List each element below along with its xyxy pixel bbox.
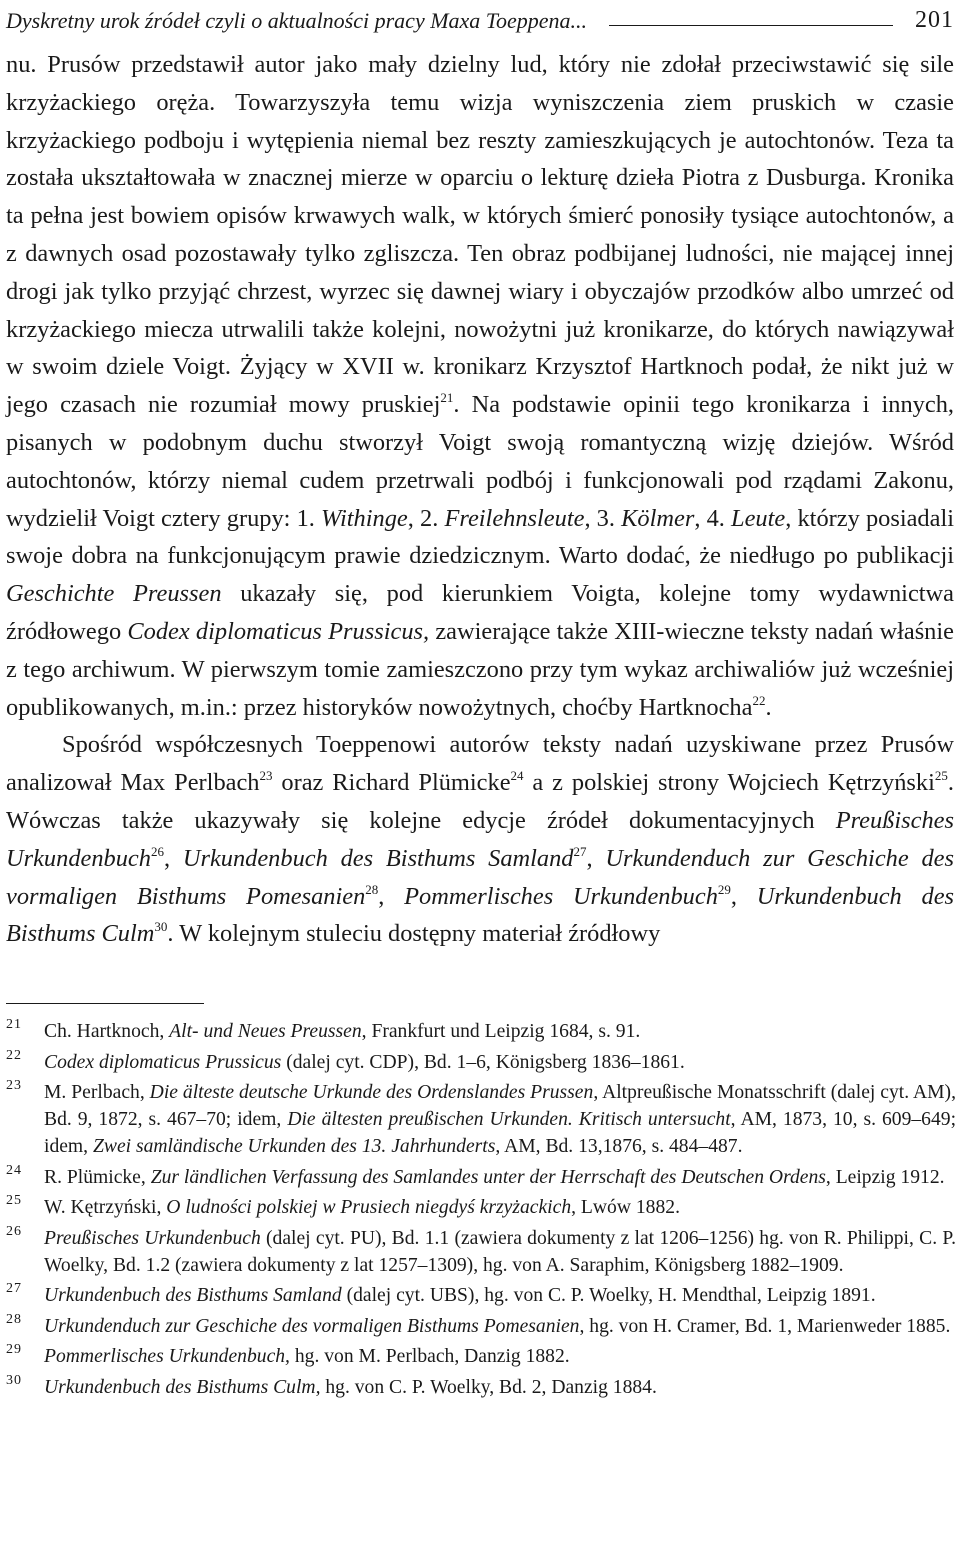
text-run: a z polskiej strony Wojciech Kętrzyński xyxy=(523,769,935,797)
footnote xyxy=(6,1049,956,1076)
text-run: (dalej cyt. UBS), hg. von C. P. Woelky, H. Mendthal, Leipzig 1891. xyxy=(341,1285,876,1306)
footnote xyxy=(6,1282,956,1309)
italic-title: Geschichte Preussen xyxy=(6,580,222,608)
footnote-ref: 23 xyxy=(259,768,273,784)
footnote-ref: 26 xyxy=(150,843,164,859)
text-run: . xyxy=(765,693,772,721)
header-rule xyxy=(609,25,893,26)
text-run: , Altpreußische Monatsschrift (dalej cyt. AM), Bd. 9, 1872, s. 467–70; idem, xyxy=(44,1082,956,1130)
body-text xyxy=(6,46,954,953)
footnote xyxy=(6,1194,956,1221)
text-run: . W kolejnym stuleciu dostępny materiał źródłowy xyxy=(167,920,661,948)
text-run: . Wówczas także ukazywały się kolejne edycje źródeł dokumentacyjnych xyxy=(6,769,955,834)
footnote xyxy=(6,1079,956,1160)
footnote-separator xyxy=(6,1003,204,1004)
text-run: ukazały się, pod kierunkiem Voigta, kolejne tomy wydawnictwa źródłowego xyxy=(6,580,954,645)
footnote xyxy=(6,1164,956,1191)
footnotes xyxy=(6,1018,956,1401)
text-run: , xyxy=(163,844,183,872)
footnote-number: 29 xyxy=(6,1342,22,1357)
italic-title: Pommerlisches Urkundenbuch xyxy=(404,882,718,910)
text-run: , 4. xyxy=(694,504,732,532)
text-run: . Na podstawie opinii tego kronikarza i innych, pisanych w podobnym duchu stworzył Voigt swoją romantyczną wizję dziejów. Wśród autochtonów, którzy niemal cudem przetrwali podbój i funkcjonowali pod rządami Zakonu, wydzielił Voigt cztery grupy: 1. xyxy=(6,391,954,532)
footnote-ref: 29 xyxy=(717,881,731,897)
text-run: (dalej cyt. CDP), Bd. 1–6, Königsberg 1836–1861. xyxy=(281,1051,685,1073)
text-run: hg. von C. P. Woelky, Bd. 2, Danzig 1884. xyxy=(320,1376,657,1398)
running-header-title: Dyskretny urok źródeł czyli o aktualności pracy Maxa Toeppena... xyxy=(6,8,588,33)
footnote-number: 22 xyxy=(6,1047,22,1063)
running-header xyxy=(6,2,954,34)
footnote xyxy=(6,1018,956,1045)
italic-title: Urkundenbuch des Bisthums Culm, xyxy=(44,1376,321,1398)
text-run: , hg. von H. Cramer, Bd. 1, Marienweder 1885. xyxy=(579,1315,951,1337)
paragraph xyxy=(6,726,954,953)
footnote-ref: 30 xyxy=(154,919,168,935)
text-run: R. Plümicke, xyxy=(44,1166,151,1188)
footnote-number: 25 xyxy=(6,1193,22,1208)
italic-title: Codex diplomaticus Prussicus, xyxy=(127,617,430,645)
footnote-ref: 27 xyxy=(573,843,587,859)
paragraph xyxy=(6,46,954,726)
footnote-number: 24 xyxy=(6,1162,22,1178)
italic-title: Withinge xyxy=(321,504,408,532)
text-run: , AM, Bd. 13,1876, s. 484–487. xyxy=(495,1136,743,1157)
text-run: , Lwów 1882. xyxy=(571,1197,680,1218)
italic-title: Preußisches Urkundenbuch xyxy=(44,1227,261,1249)
text-run: , 3. xyxy=(584,504,622,532)
text-run: M. Perlbach, xyxy=(44,1082,150,1103)
text-run: , xyxy=(586,844,606,872)
italic-title: Die älteste deutsche Urkunde des Ordenslandes Prussen xyxy=(149,1082,594,1103)
footnote-ref: 25 xyxy=(934,768,948,784)
italic-title: Urkundenduch zur Geschiche des vormaligen Bisthums Pomesanien xyxy=(6,844,954,910)
text-run: W. Kętrzyński, xyxy=(44,1197,167,1218)
italic-title: Die ältesten preußischen Urkunden. Kritisch untersucht xyxy=(287,1109,731,1130)
text-run: , xyxy=(378,882,405,910)
text-run: Ch. Hartknoch, xyxy=(44,1021,170,1042)
footnote-ref: 22 xyxy=(752,692,766,708)
italic-title: Urkundenbuch des Bisthums Samland xyxy=(44,1285,342,1306)
text-run: zawierające także XIII-wieczne teksty nadań właśnie z tego archiwum. W pierwszym tomie zamieszczono przy tym wykaz archiwaliów już wcześniej opublikowanych, m.in.: przez historyków nowożytnych, choćby Hartknocha xyxy=(6,617,954,721)
footnote xyxy=(6,1313,956,1340)
footnote-ref: 28 xyxy=(365,881,379,897)
footnote-number: 23 xyxy=(6,1078,22,1093)
text-run: , Frankfurt und Leipzig 1684, s. 91. xyxy=(361,1021,641,1042)
footnote xyxy=(6,1343,956,1370)
italic-title: Urkundenbuch des Bisthums Culm xyxy=(6,882,955,948)
italic-title: Leute xyxy=(731,504,786,532)
text-run: Spośród współczesnych Toeppenowi autorów teksty nadań uzyskiwane przez Prusów analizował Max Perlbach xyxy=(6,731,954,797)
text-run: , którzy posiadali swoje dobra na funkcjonującym prawie dziedzicznym. Warto dodać, że niedługo po publikacji xyxy=(6,504,954,570)
italic-title: Preußisches Urkundenbuch xyxy=(6,806,954,872)
text-run: , Leipzig 1912. xyxy=(825,1166,945,1188)
footnote-number: 21 xyxy=(6,1017,22,1032)
text-run: oraz Richard Plümicke xyxy=(272,769,511,797)
footnote-ref: 21 xyxy=(440,390,454,406)
footnote-number: 28 xyxy=(6,1311,22,1327)
italic-title: Urkundenduch zur Geschiche des vormaligen Bisthums Pomesanien xyxy=(44,1315,580,1337)
text-run: , 2. xyxy=(407,504,445,532)
text-run: (dalej cyt. PU), Bd. 1.1 (zawiera dokumenty z lat 1206–1256) hg. von R. Philippi, C. P. Woelky, Bd. 1.2 (zawiera dokumenty z lat 1257–1309), hg. von A. Saraphim, Königsberg 1882–1909. xyxy=(44,1227,956,1276)
italic-title: Codex diplomaticus Prussicus xyxy=(44,1051,282,1073)
italic-title: Zur ländlichen Verfassung des Samlandes unter der Herrschaft des Deutschen Ordens xyxy=(150,1166,826,1188)
footnote-ref: 24 xyxy=(510,768,524,784)
italic-title: Urkundenbuch des Bisthums Samland xyxy=(182,844,574,872)
text-run: nu. Prusów przedstawił autor jako mały dzielny lud, który nie zdołał przeciwstawić się sile krzyżackiego oręża. Towarzyszyła temu wizja wyniszczenia ziem pruskich w czasie krzyżackiego podboju i wytępienia niemal bez reszty zamieszkujących je autochtonów. Teza ta została ukształtowała w znacznej mierze w oparciu o lekturę dzieła Piotra z Dusburga. Kronika ta pełna jest bowiem opisów krwawych walk, w których śmierć ponosiły tysiące autochtonów, a z dawnych osad pozostawały tylko zgliszcza. Ten obraz podbijanej ludności, nie mającej innej drogi jak tylko przyjąć chrzest, wyrzec się dawnej wiary i obyczajów przodków albo umrzeć od krzyżackiego miecza utrwalili także kolejni, nowożytni już kronikarze, do których nawiązywał w swoim dziele Voigt. Żyjący w XVII w. kronikarz Krzysztof Hartknoch podał, że nikt już w jego czasach nie rozumiał mowy pruskiej xyxy=(6,51,954,419)
italic-title: Freilehnsleute xyxy=(444,504,585,532)
page-number: 201 xyxy=(915,7,954,33)
italic-title: O ludności polskiej w Prusiech niegdyś krzyżackich xyxy=(166,1197,572,1218)
text-run: , xyxy=(730,882,757,910)
italic-title: Alt- und Neues Preussen xyxy=(169,1021,362,1042)
footnote-number: 27 xyxy=(6,1281,22,1296)
text-run: hg. von M. Perlbach, Danzig 1882. xyxy=(289,1346,570,1367)
italic-title: Pommerlisches Urkundenbuch, xyxy=(44,1346,290,1367)
italic-title: Zwei samländische Urkunden des 13. Jahrhunderts xyxy=(92,1136,496,1157)
footnote xyxy=(6,1374,956,1401)
footnote-number: 30 xyxy=(6,1372,22,1388)
footnote xyxy=(6,1225,956,1279)
italic-title: Kölmer xyxy=(621,504,695,532)
text-run: , AM, 1873, 10, s. 609–649; idem, xyxy=(44,1109,957,1157)
footnote-number: 26 xyxy=(6,1223,22,1239)
